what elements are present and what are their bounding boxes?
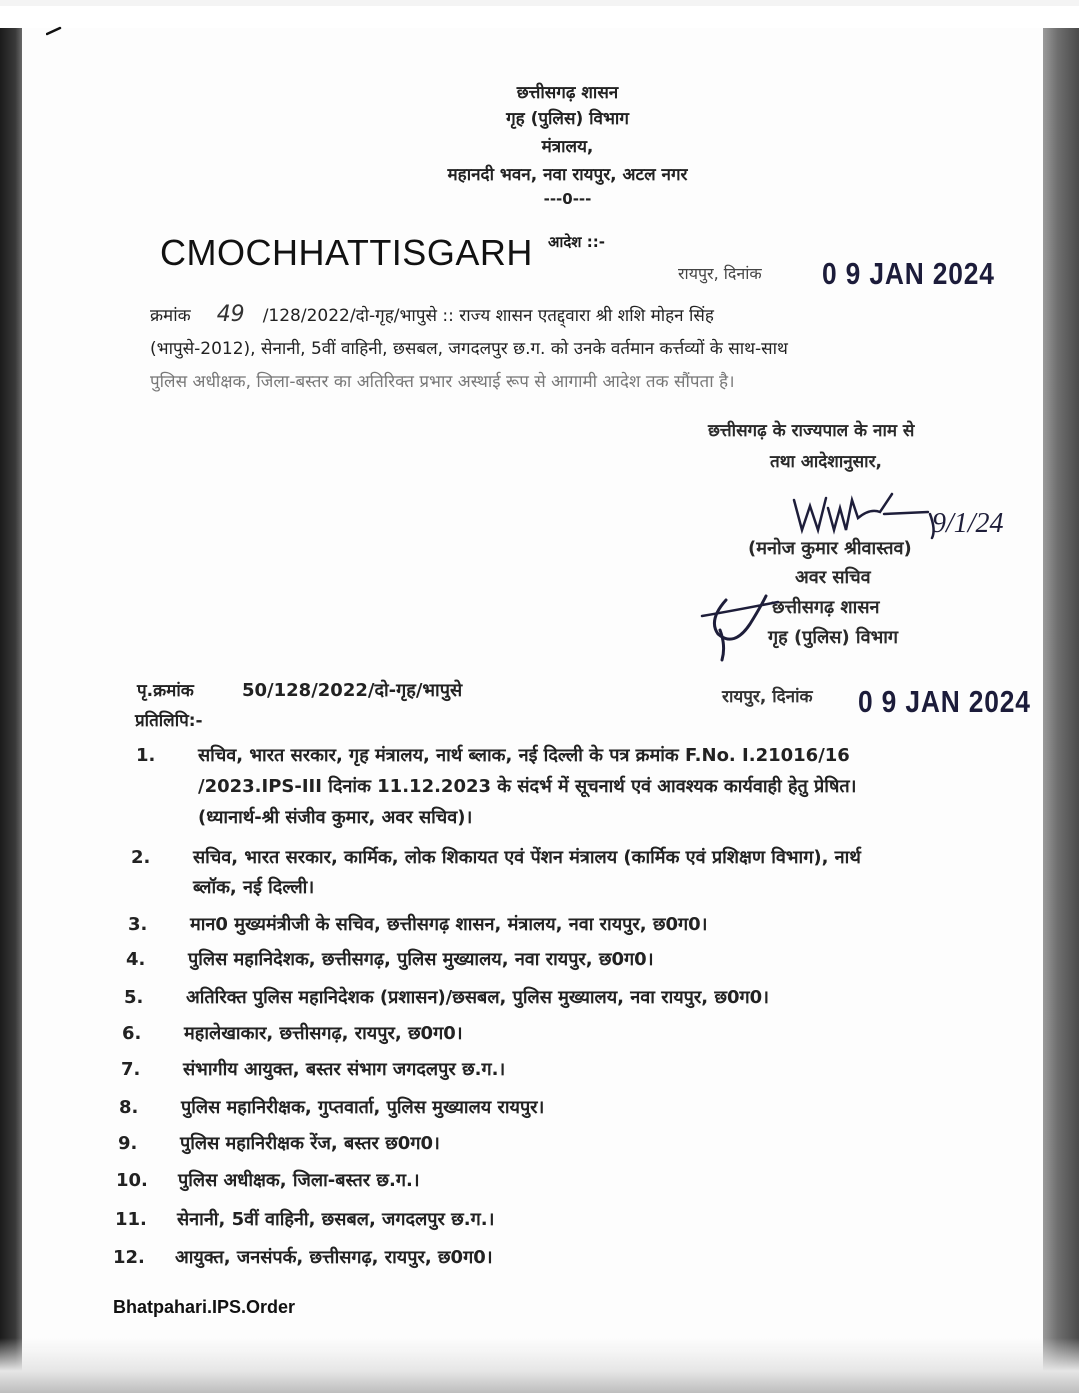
authority-line-1: छत्तीसगढ़ के राज्यपाल के नाम से xyxy=(708,421,915,441)
signatory-name: (मनोज कुमार श्रीवास्तव) xyxy=(748,538,912,559)
copy-ref-label: पृ.क्रमांक xyxy=(137,681,194,701)
header-ministry: मंत्रालय, xyxy=(541,137,594,157)
copy-label: प्रतिलिपि:- xyxy=(135,711,203,731)
watermark-text: CMOCHHATTISGARH xyxy=(160,232,533,273)
recipient-line: /2023.IPS-III दिनांक 11.12.2023 के संदर्भ में सूचनार्थ एवं आवश्यक कार्यवाही हेतु प्रेषित। xyxy=(198,776,857,797)
scan-edge-bottom xyxy=(0,1338,1079,1393)
signatory-designation: अवर सचिव xyxy=(795,567,871,588)
recipient-text xyxy=(181,1091,990,1124)
recipient-text xyxy=(198,740,990,833)
recipient-line: पुलिस महानिदेशक, छत्तीसगढ़, पुलिस मुख्यालय, नवा रायपुर, छ0ग0। xyxy=(188,949,654,970)
footer-source: Bhatpahari.IPS.Order xyxy=(113,1297,296,1317)
recipient-line: सचिव, भारत सरकार, कार्मिक, लोक शिकायत एवं पेंशन मंत्रालय (कार्मिक एवं प्रशिक्षण विभाग), नार्थ xyxy=(193,847,861,868)
recipient-line: मान0 मुख्यमंत्रीजी के सचिव, छत्तीसगढ़ शासन, मंत्रालय, नवा रायपुर, छ0ग0। xyxy=(190,914,708,935)
recipient-number: 3. xyxy=(128,914,148,935)
header-state-government: छत्तीसगढ़ शासन xyxy=(516,83,619,103)
recipient-line: अतिरिक्त पुलिस महानिदेशक (प्रशासन)/छसबल, पुलिस मुख्यालय, नवा रायपुर, छ0ग0। xyxy=(186,987,769,1008)
header-address: महानदी भवन, नवा रायपुर, अटल नगर xyxy=(447,165,688,185)
signatory-government: छत्तीसगढ़ शासन xyxy=(772,597,880,618)
recipient-line: सचिव, भारत सरकार, गृह मंत्रालय, नार्थ ब्लाक, नई दिल्ली के पत्र क्रमांक F.No. I.21016/16 xyxy=(198,745,850,766)
recipient-number: 7. xyxy=(121,1059,141,1080)
recipient-number: 2. xyxy=(131,847,151,868)
recipient-text xyxy=(180,1127,990,1160)
recipient-line: पुलिस महानिरीक्षक रेंज, बस्तर छ0ग0। xyxy=(180,1133,440,1154)
recipient-line: महालेखाकार, छत्तीसगढ़, रायपुर, छ0ग0। xyxy=(184,1023,463,1044)
order-line-3: पुलिस अधीक्षक, जिला-बस्तर का अतिरिक्त प्रभार अस्थाई रूप से आगामी आदेश तक सौंपता है। xyxy=(150,372,735,392)
recipient-number: 11. xyxy=(115,1209,147,1230)
recipient-line: पुलिस महानिरीक्षक, गुप्तवार्ता, पुलिस मुख्यालय रायपुर। xyxy=(181,1097,545,1118)
recipient-number: 8. xyxy=(119,1097,139,1118)
recipient-number: 10. xyxy=(116,1170,148,1191)
recipient-number: 4. xyxy=(126,949,146,970)
copy-ref-number: 50/128/2022/दो-गृह/भापुसे xyxy=(242,680,463,701)
order-prefix: क्रमांक xyxy=(150,306,191,326)
authority-line-2: तथा आदेशानुसार, xyxy=(770,452,882,472)
copy-date-label: रायपुर, दिनांक xyxy=(722,687,813,707)
order-paragraph xyxy=(150,298,980,399)
scan-edge-left xyxy=(0,28,22,1393)
copy-date-stamp: 0 9 JAN 2024 xyxy=(858,684,1031,719)
recipient-line: संभागीय आयुक्त, बस्तर संभाग जगदलपुर छ.ग.। xyxy=(183,1059,506,1080)
recipient-text xyxy=(188,943,990,976)
recipient-text xyxy=(186,981,990,1014)
order-line-2: (भापुसे-2012), सेनानी, 5वीं वाहिनी, छसबल, जगदलपुर छ.ग. को उनके वर्तमान कर्त्तव्यों के साथ-साथ xyxy=(150,339,788,359)
recipient-text xyxy=(175,1241,990,1274)
recipient-text xyxy=(193,843,990,903)
recipient-number: 6. xyxy=(122,1023,142,1044)
recipient-line: आयुक्त, जनसंपर्क, छत्तीसगढ़, रायपुर, छ0ग0। xyxy=(175,1247,493,1268)
header-department: गृह (पुलिस) विभाग xyxy=(506,109,629,129)
order-number: 49 xyxy=(216,302,245,327)
recipient-line: सेनानी, 5वीं वाहिनी, छसबल, जगदलपुर छ.ग.। xyxy=(177,1209,495,1230)
recipient-number: 1. xyxy=(136,745,156,766)
recipient-line: (ध्यानार्थ-श्री संजीव कुमार, अवर सचिव)। xyxy=(198,807,473,828)
recipient-number: 5. xyxy=(124,987,144,1008)
header-separator: ---0--- xyxy=(543,190,592,208)
recipient-line: ब्लॉक, नई दिल्ली। xyxy=(193,877,315,898)
recipient-line: पुलिस अधीक्षक, जिला-बस्तर छ.ग.। xyxy=(178,1170,420,1191)
initials-icon xyxy=(696,590,786,665)
scan-edge-right xyxy=(1043,28,1079,1393)
recipient-text xyxy=(177,1203,990,1236)
recipient-number: 9. xyxy=(118,1133,138,1154)
order-date-label: रायपुर, दिनांक xyxy=(678,264,762,283)
order-date-stamp: 0 9 JAN 2024 xyxy=(822,256,995,291)
recipient-text xyxy=(178,1164,990,1197)
order-heading: आदेश ::- xyxy=(548,233,605,251)
signature-date-note: 9/1/24 xyxy=(932,508,1004,539)
order-line-1 xyxy=(150,298,980,333)
recipient-number: 12. xyxy=(113,1247,145,1268)
pen-mark-icon xyxy=(46,26,62,36)
recipient-text xyxy=(183,1053,990,1086)
recipient-text xyxy=(184,1017,990,1050)
top-border xyxy=(0,0,1079,6)
recipient-text xyxy=(190,908,990,941)
order-ref: /128/2022/दो-गृह/भापुसे :: राज्य शासन एतद्द्वारा श्री शशि मोहन सिंह xyxy=(262,306,714,326)
signatory-department: गृह (पुलिस) विभाग xyxy=(768,627,899,648)
